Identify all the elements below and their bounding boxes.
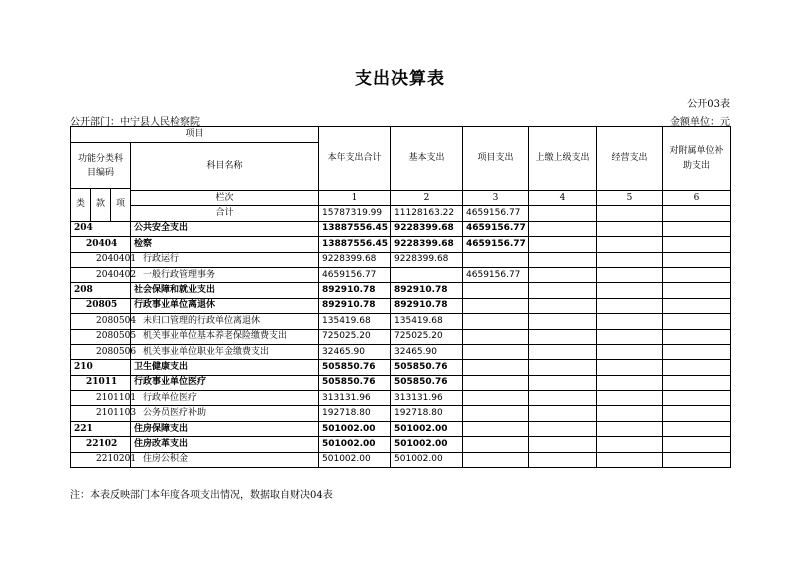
row-value-v4 <box>529 298 597 313</box>
row-value-v3 <box>463 360 529 375</box>
row-value-v5 <box>597 452 663 467</box>
row-value-v3 <box>463 391 529 406</box>
table-row <box>71 314 731 329</box>
row-value-v5 <box>597 314 663 329</box>
row-value-v1: 13887556.45 <box>319 221 391 236</box>
row-subject-name: 未归口管理的行政单位离退休 <box>131 314 319 329</box>
row-value-v3: 4659156.77 <box>463 237 529 252</box>
header-xiang: 项 <box>111 189 131 222</box>
table-row <box>71 283 731 298</box>
row-value-v3 <box>463 283 529 298</box>
row-subject-name: 住房改革支出 <box>131 437 319 452</box>
header-col-2: 基本支出 <box>391 127 463 191</box>
row-value-v5 <box>597 406 663 421</box>
row-value-v4 <box>529 237 597 252</box>
row-value-v3 <box>463 344 529 359</box>
footnote: 注：本表反映部门本年度各项支出情况，数据取自财决04表 <box>70 490 333 501</box>
unit-label: 金额单位：元 <box>670 117 730 128</box>
row-subject-name: 卫生健康支出 <box>131 360 319 375</box>
header-col-4: 上缴上级支出 <box>529 127 597 191</box>
row-value-v1: 725025.20 <box>319 329 391 344</box>
row-value-v5 <box>597 298 663 313</box>
row-value-v1: 135419.68 <box>319 314 391 329</box>
table-row <box>71 237 731 252</box>
row-value-v1: 501002.00 <box>319 452 391 467</box>
row-value-v6 <box>663 237 731 252</box>
row-value-v6 <box>663 221 731 236</box>
row-value-v5 <box>597 391 663 406</box>
row-value-v2: 9228399.68 <box>391 221 463 236</box>
row-value-v1: 501002.00 <box>319 437 391 452</box>
table-row <box>71 406 731 421</box>
row-value-v2: 135419.68 <box>391 314 463 329</box>
row-code: 22102 <box>71 437 131 452</box>
row-value-v4 <box>529 421 597 436</box>
row-value-v2: 505850.76 <box>391 375 463 390</box>
row-code: 2040402 <box>71 267 131 282</box>
row-value-v5 <box>597 329 663 344</box>
row-subject-name: 行政事业单位医疗 <box>131 375 319 390</box>
row-code: 208 <box>71 283 131 298</box>
row-value-v1: 192718.80 <box>319 406 391 421</box>
row-value-v5 <box>597 375 663 390</box>
row-subject-name: 机关事业单位职业年金缴费支出 <box>131 344 319 359</box>
column-index-label: 栏次 <box>131 191 319 206</box>
header-col-1: 本年支出合计 <box>319 127 391 191</box>
row-value-v3 <box>463 329 529 344</box>
row-value-v1: 9228399.68 <box>319 252 391 267</box>
table-row <box>71 344 731 359</box>
row-value-v2: 501002.00 <box>391 421 463 436</box>
row-value-v1: 892910.78 <box>319 298 391 313</box>
row-value-v6 <box>663 283 731 298</box>
table-row <box>71 391 731 406</box>
row-code: 2101101 <box>71 391 131 406</box>
table-number: 公开03表 <box>687 99 730 110</box>
header-col-5: 经营支出 <box>597 127 663 191</box>
row-subject-name: 住房保障支出 <box>131 421 319 436</box>
row-code: 210 <box>71 360 131 375</box>
header-kuan: 款 <box>91 189 111 222</box>
page-title: 支出决算表 <box>355 69 445 89</box>
row-value-v5 <box>597 421 663 436</box>
row-value-v6 <box>663 360 731 375</box>
row-subject-name: 行政事业单位离退休 <box>131 298 319 313</box>
row-value-v6 <box>663 421 731 436</box>
row-value-v6 <box>663 252 731 267</box>
row-code: 20805 <box>71 298 131 313</box>
row-value-v2: 892910.78 <box>391 298 463 313</box>
row-value-v3: 4659156.77 <box>463 267 529 282</box>
row-value-v3 <box>463 406 529 421</box>
department-label: 公开部门：中宁县人民检察院 <box>70 117 200 128</box>
row-value-v4 <box>529 437 597 452</box>
col-num-4: 4 <box>529 191 597 206</box>
row-value-v3 <box>463 252 529 267</box>
row-value-v5 <box>597 360 663 375</box>
table-row <box>71 360 731 375</box>
header-subject-name: 科目名称 <box>131 143 319 191</box>
row-value-v4 <box>529 329 597 344</box>
table-row <box>71 437 731 452</box>
row-value-v2 <box>391 267 463 282</box>
row-value-v4 <box>529 267 597 282</box>
row-subject-name: 机关事业单位基本养老保险缴费支出 <box>131 329 319 344</box>
row-code: 2101103 <box>71 406 131 421</box>
row-subject-name: 公务员医疗补助 <box>131 406 319 421</box>
row-value-v2: 192718.80 <box>391 406 463 421</box>
row-value-v6 <box>663 375 731 390</box>
col-num-2: 2 <box>391 191 463 206</box>
row-value-v4 <box>529 452 597 467</box>
row-value-v4 <box>529 221 597 236</box>
total-v5 <box>597 206 663 221</box>
row-value-v4 <box>529 406 597 421</box>
header-col-3: 项目支出 <box>463 127 529 191</box>
row-value-v2: 9228399.68 <box>391 252 463 267</box>
row-subject-name: 住房公积金 <box>131 452 319 467</box>
table-row <box>71 221 731 236</box>
row-value-v3 <box>463 421 529 436</box>
row-code: 221 <box>71 421 131 436</box>
table-row <box>71 452 731 467</box>
col-num-3: 3 <box>463 191 529 206</box>
row-value-v4 <box>529 391 597 406</box>
row-value-v5 <box>597 237 663 252</box>
row-value-v2: 9228399.68 <box>391 237 463 252</box>
total-v2: 11128163.22 <box>391 206 463 221</box>
row-value-v6 <box>663 452 731 467</box>
row-code: 2080505 <box>71 329 131 344</box>
row-value-v1: 501002.00 <box>319 421 391 436</box>
header-func-code: 功能分类科目编码 <box>71 143 131 189</box>
row-code: 2210201 <box>71 452 131 467</box>
row-value-v3 <box>463 452 529 467</box>
row-value-v4 <box>529 360 597 375</box>
row-value-v6 <box>663 298 731 313</box>
row-value-v5 <box>597 344 663 359</box>
header-col-6: 对附属单位补助支出 <box>663 127 731 191</box>
row-value-v6 <box>663 267 731 282</box>
row-value-v6 <box>663 329 731 344</box>
expenditure-table <box>70 126 731 468</box>
row-value-v1: 32465.90 <box>319 344 391 359</box>
row-value-v4 <box>529 283 597 298</box>
row-subject-name: 检察 <box>131 237 319 252</box>
row-value-v1: 505850.76 <box>319 360 391 375</box>
row-value-v2: 313131.96 <box>391 391 463 406</box>
row-code: 20404 <box>71 237 131 252</box>
row-subject-name: 行政单位医疗 <box>131 391 319 406</box>
row-value-v3 <box>463 375 529 390</box>
total-label: 合计 <box>131 206 319 221</box>
row-value-v5 <box>597 437 663 452</box>
row-value-v1: 892910.78 <box>319 283 391 298</box>
row-value-v3 <box>463 314 529 329</box>
row-value-v3 <box>463 437 529 452</box>
col-num-1: 1 <box>319 191 391 206</box>
row-value-v2: 32465.90 <box>391 344 463 359</box>
row-value-v4 <box>529 252 597 267</box>
row-value-v2: 501002.00 <box>391 437 463 452</box>
row-value-v2: 501002.00 <box>391 452 463 467</box>
row-subject-name: 行政运行 <box>131 252 319 267</box>
row-code: 204 <box>71 221 131 236</box>
row-code: 2080504 <box>71 314 131 329</box>
row-value-v6 <box>663 406 731 421</box>
total-v1: 15787319.99 <box>319 206 391 221</box>
row-subject-name: 社会保障和就业支出 <box>131 283 319 298</box>
col-num-6: 6 <box>663 191 731 206</box>
row-subject-name: 公共安全支出 <box>131 221 319 236</box>
table-row <box>71 421 731 436</box>
row-value-v1: 13887556.45 <box>319 237 391 252</box>
row-value-v6 <box>663 314 731 329</box>
table-row <box>71 267 731 282</box>
row-subject-name: 一般行政管理事务 <box>131 267 319 282</box>
row-value-v2: 725025.20 <box>391 329 463 344</box>
row-value-v1: 505850.76 <box>319 375 391 390</box>
row-value-v4 <box>529 314 597 329</box>
row-value-v6 <box>663 344 731 359</box>
table-row <box>71 252 731 267</box>
row-code: 2040401 <box>71 252 131 267</box>
col-num-5: 5 <box>597 191 663 206</box>
row-value-v3 <box>463 298 529 313</box>
row-code: 2080506 <box>71 344 131 359</box>
row-value-v2: 505850.76 <box>391 360 463 375</box>
table-row <box>71 298 731 313</box>
row-value-v4 <box>529 375 597 390</box>
row-value-v6 <box>663 391 731 406</box>
row-value-v6 <box>663 437 731 452</box>
row-value-v5 <box>597 267 663 282</box>
row-value-v5 <box>597 283 663 298</box>
row-value-v1: 313131.96 <box>319 391 391 406</box>
row-code: 21011 <box>71 375 131 390</box>
row-value-v4 <box>529 344 597 359</box>
header-item: 项目 <box>71 127 319 143</box>
row-value-v3: 4659156.77 <box>463 221 529 236</box>
row-value-v2: 892910.78 <box>391 283 463 298</box>
total-v6 <box>663 206 731 221</box>
header-lei: 类 <box>71 189 91 222</box>
row-value-v5 <box>597 221 663 236</box>
table-row <box>71 375 731 390</box>
total-v4 <box>529 206 597 221</box>
row-value-v5 <box>597 252 663 267</box>
total-v3: 4659156.77 <box>463 206 529 221</box>
row-value-v1: 4659156.77 <box>319 267 391 282</box>
table-row <box>71 329 731 344</box>
